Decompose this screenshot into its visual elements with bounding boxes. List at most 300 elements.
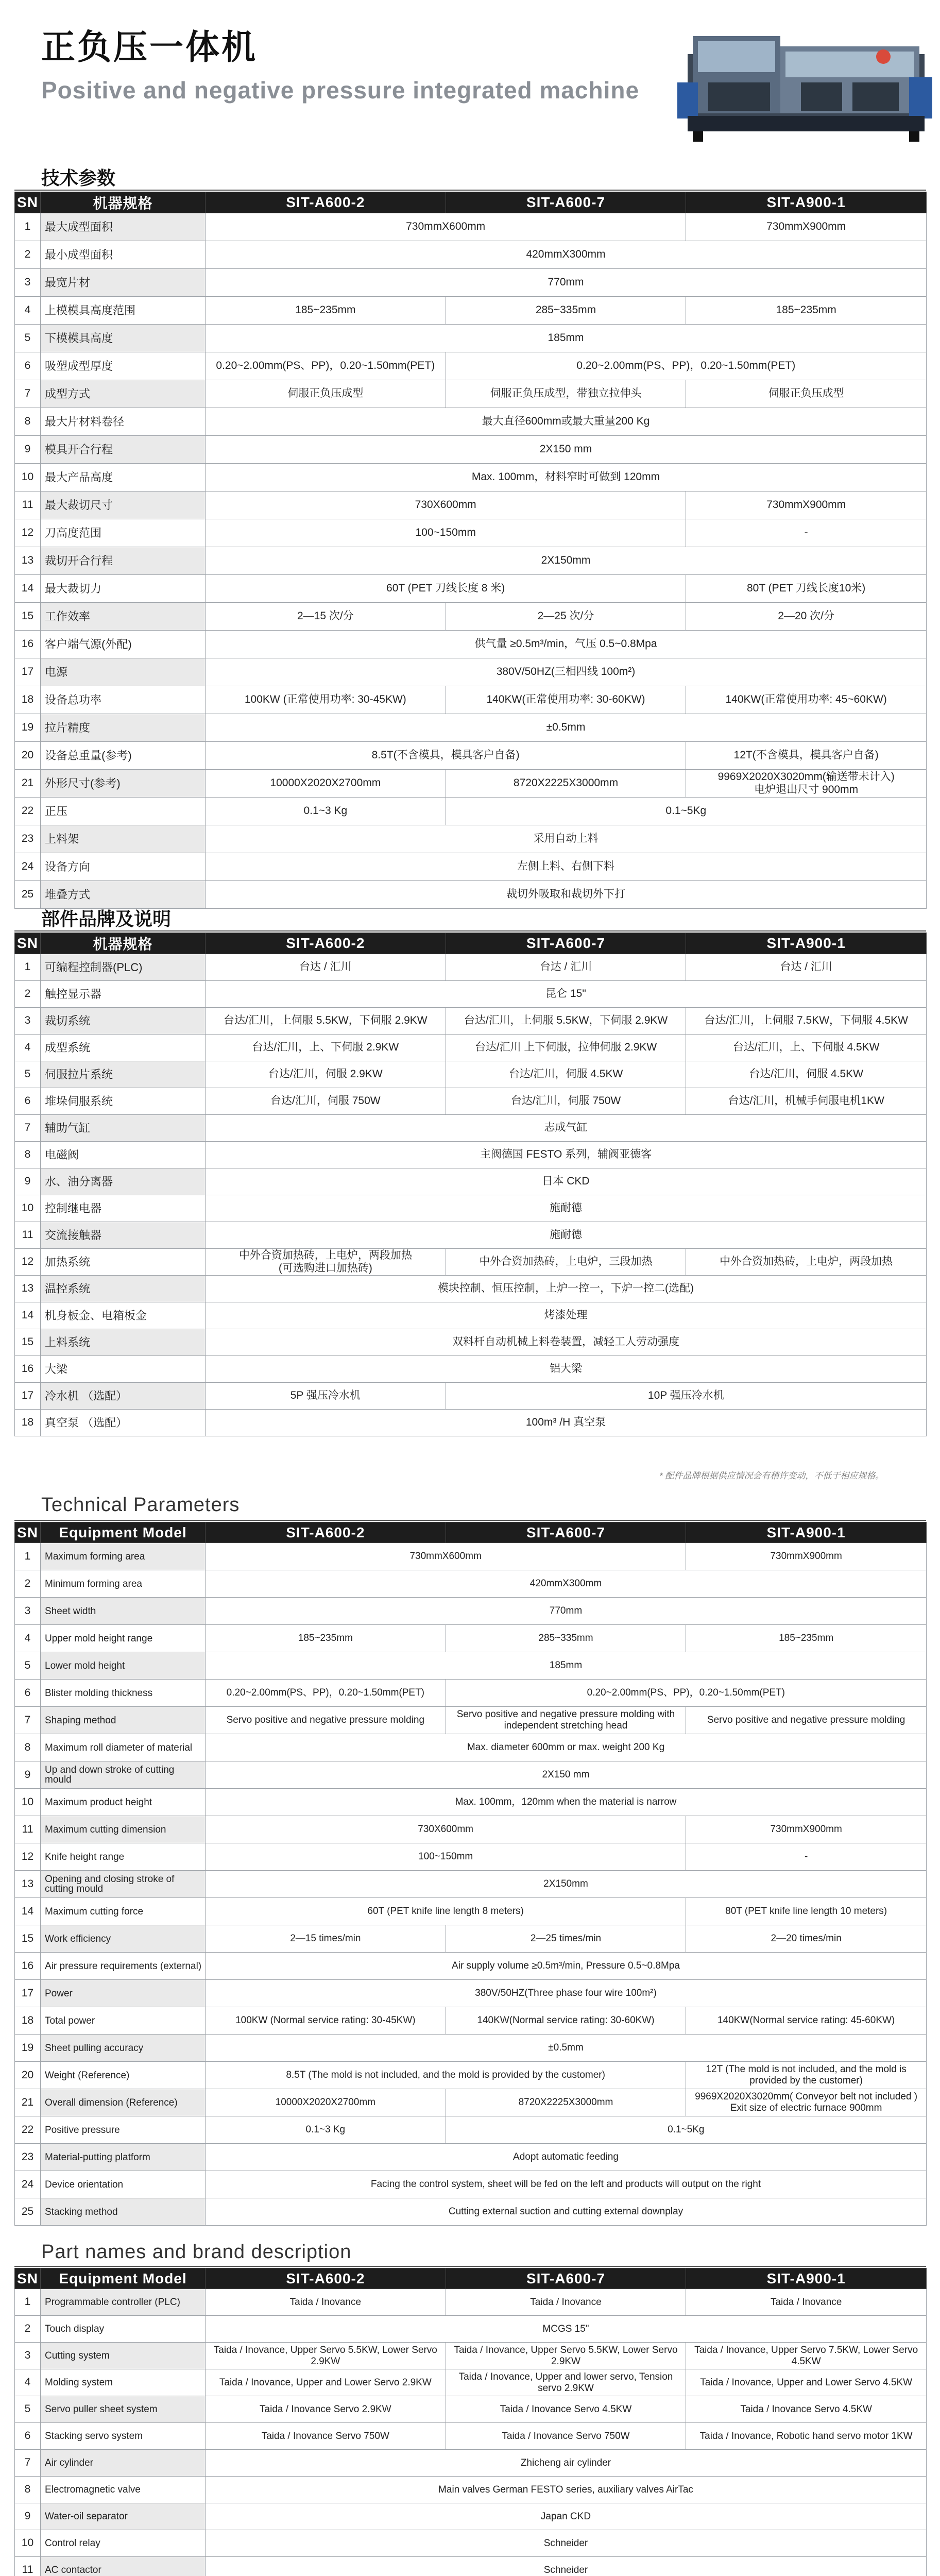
row-label: 电磁阀 bbox=[41, 1142, 206, 1168]
row-number: 16 bbox=[15, 631, 41, 658]
table-row bbox=[15, 519, 927, 547]
spec-value: ±0.5mm bbox=[206, 714, 927, 742]
row-label: Device orientation bbox=[41, 2171, 206, 2198]
row-number: 13 bbox=[15, 547, 41, 575]
spec-value: 台达/汇川，机械手伺服电机1KW bbox=[686, 1088, 927, 1115]
table-row bbox=[15, 2316, 927, 2343]
row-label: Stacking method bbox=[41, 2198, 206, 2226]
table-row bbox=[15, 1543, 927, 1570]
row-number: 17 bbox=[15, 658, 41, 686]
spec-value: 10000X2020X2700mm bbox=[206, 770, 446, 798]
spec-value: 台达/汇川，上、下伺服 4.5KW bbox=[686, 1035, 927, 1061]
spec-value: 双料杆自动机械上料卷装置，减轻工人劳动强度 bbox=[206, 1329, 927, 1356]
column-header: SN bbox=[15, 1522, 41, 1543]
row-label: Electromagnetic valve bbox=[41, 2477, 206, 2503]
spec-value: Schneider bbox=[206, 2530, 927, 2557]
row-label: AC contactor bbox=[41, 2557, 206, 2576]
table-row bbox=[15, 981, 927, 1008]
row-label: 成型系统 bbox=[41, 1035, 206, 1061]
table-row bbox=[15, 1249, 927, 1276]
spec-value: Japan CKD bbox=[206, 2503, 927, 2530]
table-row bbox=[15, 853, 927, 881]
row-label: 裁切开合行程 bbox=[41, 547, 206, 575]
column-header: 机器规格 bbox=[41, 933, 206, 954]
table-parts-cn bbox=[14, 933, 927, 1436]
spec-value: 中外合资加热砖，上电炉，两段加热 (可选购进口加热砖) bbox=[206, 1249, 446, 1276]
column-header: SIT-A900-1 bbox=[686, 192, 927, 213]
row-number: 6 bbox=[15, 352, 41, 380]
spec-value: 8720X2225X3000mm bbox=[446, 2089, 686, 2116]
spec-value: 100m³ /H 真空泵 bbox=[206, 1410, 927, 1436]
row-number: 17 bbox=[15, 1980, 41, 2007]
table-row bbox=[15, 2089, 927, 2116]
row-number: 5 bbox=[15, 1652, 41, 1680]
row-label: 最大产品高度 bbox=[41, 464, 206, 492]
spec-value: 2X150 mm bbox=[206, 436, 927, 464]
spec-value: 台达/汇川，上伺服 5.5KW，下伺服 2.9KW bbox=[446, 1008, 686, 1035]
row-label: Air cylinder bbox=[41, 2450, 206, 2477]
spec-value: 台达/汇川 上下伺服，拉伸伺服 2.9KW bbox=[446, 1035, 686, 1061]
spec-value: 12T(不含模具，模具客户自备) bbox=[686, 742, 927, 770]
spec-value: 10000X2020X2700mm bbox=[206, 2089, 446, 2116]
row-number: 3 bbox=[15, 2343, 41, 2369]
table-row bbox=[15, 297, 927, 325]
row-label: 工作效率 bbox=[41, 603, 206, 631]
spec-value: 185~235mm bbox=[686, 297, 927, 325]
spec-value: 730mmX900mm bbox=[686, 1816, 927, 1843]
row-number: 15 bbox=[15, 1329, 41, 1356]
row-label: Control relay bbox=[41, 2530, 206, 2557]
column-header: SIT-A600-7 bbox=[446, 2268, 686, 2289]
row-number: 19 bbox=[15, 2035, 41, 2062]
table-row bbox=[15, 269, 927, 297]
row-number: 3 bbox=[15, 269, 41, 297]
spec-value: 2—20 times/min bbox=[686, 1925, 927, 1953]
title-english: Positive and negative pressure integrated machine bbox=[41, 77, 640, 104]
spec-value: 140KW(正常使用功率: 30-60KW) bbox=[446, 686, 686, 714]
table-row bbox=[15, 1680, 927, 1707]
table-row bbox=[15, 1925, 927, 1953]
spec-value: 台达/汇川，上、下伺服 2.9KW bbox=[206, 1035, 446, 1061]
row-label: 最大裁切尺寸 bbox=[41, 492, 206, 519]
spec-value: 烤漆处理 bbox=[206, 1302, 927, 1329]
row-number: 9 bbox=[15, 1168, 41, 1195]
row-number: 17 bbox=[15, 1383, 41, 1410]
row-label: 最大片材料卷径 bbox=[41, 408, 206, 436]
table-row bbox=[15, 825, 927, 853]
table-row bbox=[15, 2198, 927, 2226]
spec-value: 裁切外吸取和裁切外下打 bbox=[206, 881, 927, 909]
row-label: Molding system bbox=[41, 2369, 206, 2396]
row-number: 18 bbox=[15, 1410, 41, 1436]
row-number: 21 bbox=[15, 770, 41, 798]
spec-value: 志成气缸 bbox=[206, 1115, 927, 1142]
table-row bbox=[15, 241, 927, 269]
row-number: 7 bbox=[15, 2450, 41, 2477]
spec-value: 60T (PET 刀线长度 8 米) bbox=[206, 575, 686, 603]
spec-value: Max. diameter 600mm or max. weight 200 Kg bbox=[206, 1734, 927, 1761]
spec-value: Schneider bbox=[206, 2557, 927, 2576]
table-row bbox=[15, 742, 927, 770]
row-number: 23 bbox=[15, 825, 41, 853]
row-number: 5 bbox=[15, 2396, 41, 2423]
row-label: 吸塑成型厚度 bbox=[41, 352, 206, 380]
table-row bbox=[15, 1276, 927, 1302]
table-row bbox=[15, 2289, 927, 2316]
spec-value: 770mm bbox=[206, 269, 927, 297]
table-row bbox=[15, 770, 927, 798]
table-row bbox=[15, 1761, 927, 1789]
row-number: 16 bbox=[15, 1356, 41, 1383]
row-number: 9 bbox=[15, 2503, 41, 2530]
row-label: Upper mold height range bbox=[41, 1625, 206, 1652]
table-row bbox=[15, 2007, 927, 2035]
row-label: Sheet width bbox=[41, 1598, 206, 1625]
table-row bbox=[15, 1652, 927, 1680]
row-label: Maximum forming area bbox=[41, 1543, 206, 1570]
spec-value: 台达/汇川，伺服 4.5KW bbox=[686, 1061, 927, 1088]
spec-value: 730mmX600mm bbox=[206, 213, 686, 241]
row-label: 温控系统 bbox=[41, 1276, 206, 1302]
table-row bbox=[15, 603, 927, 631]
table-tech-params-cn bbox=[14, 192, 927, 909]
row-label: Total power bbox=[41, 2007, 206, 2035]
row-label: Water-oil separator bbox=[41, 2503, 206, 2530]
row-label: 堆叠方式 bbox=[41, 881, 206, 909]
spec-value: 185~235mm bbox=[206, 1625, 446, 1652]
table-row bbox=[15, 1008, 927, 1035]
spec-value: Taida / Inovance, Upper Servo 5.5KW, Lower Servo 2.9KW bbox=[206, 2343, 446, 2369]
row-number: 9 bbox=[15, 436, 41, 464]
table-row bbox=[15, 1980, 927, 2007]
heading-parts-cn: 部件品牌及说明 bbox=[41, 908, 172, 929]
spec-value: Servo positive and negative pressure molding bbox=[686, 1707, 927, 1734]
row-number: 25 bbox=[15, 2198, 41, 2226]
spec-value: Cutting external suction and cutting external downplay bbox=[206, 2198, 927, 2226]
spec-value: 100~150mm bbox=[206, 1843, 686, 1871]
divider bbox=[14, 2266, 926, 2267]
row-label: Positive pressure bbox=[41, 2116, 206, 2144]
table-row bbox=[15, 954, 927, 981]
divider bbox=[14, 190, 926, 191]
table-row bbox=[15, 2557, 927, 2576]
row-label: Overall dimension (Reference) bbox=[41, 2089, 206, 2116]
table-row bbox=[15, 1088, 927, 1115]
divider bbox=[14, 930, 926, 931]
row-label: 可编程控制器(PLC) bbox=[41, 954, 206, 981]
row-number: 22 bbox=[15, 798, 41, 825]
spec-value: 730X600mm bbox=[206, 492, 686, 519]
spec-value: Taida / Inovance Servo 4.5KW bbox=[446, 2396, 686, 2423]
table-row bbox=[15, 1302, 927, 1329]
spec-value: 最大直径600mm或最大重量200 Kg bbox=[206, 408, 927, 436]
row-number: 16 bbox=[15, 1953, 41, 1980]
row-number: 5 bbox=[15, 325, 41, 352]
spec-value: 380V/50HZ(Three phase four wire 100m²) bbox=[206, 1980, 927, 2007]
spec-value: 0.20~2.00mm(PS、PP)，0.20~1.50mm(PET) bbox=[446, 1680, 926, 1707]
row-number: 8 bbox=[15, 2477, 41, 2503]
spec-value: 730mmX900mm bbox=[686, 492, 927, 519]
row-number: 1 bbox=[15, 213, 41, 241]
row-label: 水、油分离器 bbox=[41, 1168, 206, 1195]
row-number: 4 bbox=[15, 2369, 41, 2396]
row-number: 9 bbox=[15, 1761, 41, 1789]
spec-value: 8.5T(不含模具，模具客户自备) bbox=[206, 742, 686, 770]
row-number: 1 bbox=[15, 1543, 41, 1570]
spec-value: 伺服正负压成型 bbox=[686, 380, 927, 408]
table-row bbox=[15, 1598, 927, 1625]
row-label: Power bbox=[41, 1980, 206, 2007]
spec-value: 285~335mm bbox=[446, 1625, 686, 1652]
table-row bbox=[15, 631, 927, 658]
page-header bbox=[0, 0, 940, 155]
row-label: 最大成型面积 bbox=[41, 213, 206, 241]
row-label: 最小成型面积 bbox=[41, 241, 206, 269]
divider bbox=[14, 1520, 926, 1521]
row-label: 堆垛伺服系统 bbox=[41, 1088, 206, 1115]
row-number: 10 bbox=[15, 1195, 41, 1222]
spec-value: - bbox=[686, 1843, 927, 1871]
table-row bbox=[15, 2171, 927, 2198]
spec-value: 100KW (正常使用功率: 30-45KW) bbox=[206, 686, 446, 714]
row-label: Stacking servo system bbox=[41, 2423, 206, 2450]
spec-value: Taida / Inovance, Upper Servo 5.5KW, Lower Servo 2.9KW bbox=[446, 2343, 686, 2369]
column-header: Equipment Model bbox=[41, 1522, 206, 1543]
spec-value: 9969X2020X3020mm( Conveyor belt not included ) Exit size of electric furnace 900mm bbox=[686, 2089, 927, 2116]
table-row bbox=[15, 1707, 927, 1734]
spec-value: 采用自动上料 bbox=[206, 825, 927, 853]
column-header: Equipment Model bbox=[41, 2268, 206, 2289]
column-header: SIT-A600-2 bbox=[206, 192, 446, 213]
spec-value: 昆仑 15" bbox=[206, 981, 927, 1008]
spec-value: Max. 100mm，材料窄时可做到 120mm bbox=[206, 464, 927, 492]
row-number: 2 bbox=[15, 241, 41, 269]
column-header: SIT-A600-7 bbox=[446, 192, 686, 213]
spec-value: 0.1~3 Kg bbox=[206, 2116, 446, 2144]
spec-value: Max. 100mm，120mm when the material is narrow bbox=[206, 1789, 927, 1816]
spec-value: Taida / Inovance Servo 750W bbox=[446, 2423, 686, 2450]
spec-value: 140KW(Normal service rating: 45-60KW) bbox=[686, 2007, 927, 2035]
column-header: SIT-A600-2 bbox=[206, 933, 446, 954]
row-number: 24 bbox=[15, 853, 41, 881]
row-label: 客户端气源(外配) bbox=[41, 631, 206, 658]
table-row bbox=[15, 2343, 927, 2369]
spec-value: 9969X2020X3020mm(输送带未计入) 电炉退出尺寸 900mm bbox=[686, 770, 927, 798]
table-row bbox=[15, 213, 927, 241]
row-number: 14 bbox=[15, 1898, 41, 1925]
spec-value: 140KW(Normal service rating: 30-60KW) bbox=[446, 2007, 686, 2035]
row-label: Blister molding thickness bbox=[41, 1680, 206, 1707]
row-number: 2 bbox=[15, 981, 41, 1008]
row-label: Lower mold height bbox=[41, 1652, 206, 1680]
spec-value: 模块控制、恒压控制，上炉一控一，下炉一控二(选配) bbox=[206, 1276, 927, 1302]
column-header: SIT-A600-7 bbox=[446, 933, 686, 954]
row-label: 正压 bbox=[41, 798, 206, 825]
table-row bbox=[15, 1061, 927, 1088]
row-label: Programmable controller (PLC) bbox=[41, 2289, 206, 2316]
row-label: Maximum roll diameter of material bbox=[41, 1734, 206, 1761]
table-row bbox=[15, 575, 927, 603]
spec-value: Taida / Inovance, Robotic hand servo motor 1KW bbox=[686, 2423, 927, 2450]
table-row bbox=[15, 492, 927, 519]
spec-value: 0.1~5Kg bbox=[446, 798, 926, 825]
spec-value: 0.20~2.00mm(PS、PP)，0.20~1.50mm(PET) bbox=[446, 352, 926, 380]
spec-value: 2—20 次/分 bbox=[686, 603, 927, 631]
heading-tech-en: Technical Parameters bbox=[41, 1494, 240, 1516]
row-number: 4 bbox=[15, 297, 41, 325]
spec-value: 2—25 times/min bbox=[446, 1925, 686, 1953]
spec-value: - bbox=[686, 519, 927, 547]
table-row bbox=[15, 1625, 927, 1652]
spec-value: Taida / Inovance, Upper Servo 7.5KW, Lower Servo 4.5KW bbox=[686, 2343, 927, 2369]
row-number: 5 bbox=[15, 1061, 41, 1088]
row-label: 成型方式 bbox=[41, 380, 206, 408]
spec-value: 285~335mm bbox=[446, 297, 686, 325]
table-row bbox=[15, 1871, 927, 1898]
row-number: 19 bbox=[15, 714, 41, 742]
spec-value: Taida / Inovance Servo 750W bbox=[206, 2423, 446, 2450]
row-label: 模具开合行程 bbox=[41, 436, 206, 464]
row-label: Maximum cutting dimension bbox=[41, 1816, 206, 1843]
table-row bbox=[15, 2062, 927, 2089]
spec-value: Taida / Inovance bbox=[206, 2289, 446, 2316]
spec-value: 主阀德国 FESTO 系列，辅阀亚德客 bbox=[206, 1142, 927, 1168]
spec-value: 供气量 ≥0.5m³/min，气压 0.5~0.8Mpa bbox=[206, 631, 927, 658]
table-row bbox=[15, 2423, 927, 2450]
spec-value: 2—15 times/min bbox=[206, 1925, 446, 1953]
table-row bbox=[15, 1898, 927, 1925]
spec-value: Taida / Inovance, Upper and Lower Servo 2.9KW bbox=[206, 2369, 446, 2396]
spec-value: 185mm bbox=[206, 325, 927, 352]
table-row bbox=[15, 1843, 927, 1871]
heading-parts-en: Part names and brand description bbox=[41, 2241, 352, 2263]
row-label: Knife height range bbox=[41, 1843, 206, 1871]
spec-value: 5P 强压冷水机 bbox=[206, 1383, 446, 1410]
spec-value: 140KW(正常使用功率: 45~60KW) bbox=[686, 686, 927, 714]
row-label: Servo puller sheet system bbox=[41, 2396, 206, 2423]
row-label: 刀高度范围 bbox=[41, 519, 206, 547]
machine-illustration bbox=[677, 26, 935, 144]
title-chinese: 正负压一体机 bbox=[41, 28, 258, 66]
row-number: 13 bbox=[15, 1276, 41, 1302]
row-number: 1 bbox=[15, 954, 41, 981]
row-label: Minimum forming area bbox=[41, 1570, 206, 1598]
row-label: 机身板金、电箱板金 bbox=[41, 1302, 206, 1329]
spec-value: 380V/50HZ(三相四线 100m²) bbox=[206, 658, 927, 686]
row-number: 12 bbox=[15, 1249, 41, 1276]
heading-tech-cn: 技术参数 bbox=[41, 167, 116, 189]
spec-value: 0.20~2.00mm(PS、PP)，0.20~1.50mm(PET) bbox=[206, 352, 446, 380]
spec-value: 台达/汇川，上伺服 5.5KW，下伺服 2.9KW bbox=[206, 1008, 446, 1035]
row-label: Touch display bbox=[41, 2316, 206, 2343]
spec-value: 台达 / 汇川 bbox=[686, 954, 927, 981]
spec-value: 中外合资加热砖，上电炉，三段加热 bbox=[446, 1249, 686, 1276]
spec-value: 8720X2225X3000mm bbox=[446, 770, 686, 798]
row-number: 15 bbox=[15, 1925, 41, 1953]
row-label: 裁切系统 bbox=[41, 1008, 206, 1035]
spec-value: 伺服正负压成型 bbox=[206, 380, 446, 408]
table-row bbox=[15, 2116, 927, 2144]
row-number: 21 bbox=[15, 2089, 41, 2116]
row-number: 11 bbox=[15, 492, 41, 519]
table-row bbox=[15, 1410, 927, 1436]
table-row bbox=[15, 2144, 927, 2171]
spec-value: 80T (PET 刀线长度10米) bbox=[686, 575, 927, 603]
table-row bbox=[15, 2450, 927, 2477]
table-row bbox=[15, 1329, 927, 1356]
column-header: SIT-A600-2 bbox=[206, 2268, 446, 2289]
table-row bbox=[15, 1734, 927, 1761]
row-number: 18 bbox=[15, 686, 41, 714]
column-header: SIT-A900-1 bbox=[686, 2268, 927, 2289]
spec-value: Taida / Inovance bbox=[446, 2289, 686, 2316]
table-row bbox=[15, 1195, 927, 1222]
row-label: 上模模具高度范围 bbox=[41, 297, 206, 325]
row-number: 7 bbox=[15, 380, 41, 408]
spec-value: 台达 / 汇川 bbox=[446, 954, 686, 981]
spec-value: 0.1~3 Kg bbox=[206, 798, 446, 825]
table-row bbox=[15, 1356, 927, 1383]
table-row bbox=[15, 2477, 927, 2503]
spec-value: 0.1~5Kg bbox=[446, 2116, 926, 2144]
spec-value: Taida / Inovance bbox=[686, 2289, 927, 2316]
row-number: 10 bbox=[15, 2530, 41, 2557]
row-label: 加热系统 bbox=[41, 1249, 206, 1276]
spec-value: 100KW (Normal service rating: 30-45KW) bbox=[206, 2007, 446, 2035]
spec-value: Facing the control system, sheet will be fed on the left and products will output on the right bbox=[206, 2171, 927, 2198]
table-row bbox=[15, 380, 927, 408]
row-number: 4 bbox=[15, 1625, 41, 1652]
column-header: SIT-A900-1 bbox=[686, 1522, 927, 1543]
row-number: 20 bbox=[15, 742, 41, 770]
spec-value: 台达 / 汇川 bbox=[206, 954, 446, 981]
spec-value: 伺服正负压成型，带独立拉伸头 bbox=[446, 380, 686, 408]
spec-value: 左侧上料、右侧下料 bbox=[206, 853, 927, 881]
row-label: 大梁 bbox=[41, 1356, 206, 1383]
row-number: 7 bbox=[15, 1115, 41, 1142]
spec-value: Taida / Inovance Servo 4.5KW bbox=[686, 2396, 927, 2423]
spec-value: 100~150mm bbox=[206, 519, 686, 547]
table-row bbox=[15, 464, 927, 492]
row-number: 7 bbox=[15, 1707, 41, 1734]
row-label: 设备总重量(参考) bbox=[41, 742, 206, 770]
table-tech-params-en bbox=[14, 1522, 927, 2226]
row-number: 20 bbox=[15, 2062, 41, 2089]
spec-value: MCGS 15" bbox=[206, 2316, 927, 2343]
row-label: Work efficiency bbox=[41, 1925, 206, 1953]
row-label: 设备总功率 bbox=[41, 686, 206, 714]
spec-value: 2—15 次/分 bbox=[206, 603, 446, 631]
row-label: 最宽片材 bbox=[41, 269, 206, 297]
column-header: SN bbox=[15, 933, 41, 954]
row-number: 6 bbox=[15, 1088, 41, 1115]
row-number: 3 bbox=[15, 1598, 41, 1625]
row-number: 12 bbox=[15, 1843, 41, 1871]
row-number: 14 bbox=[15, 1302, 41, 1329]
table-row bbox=[15, 1570, 927, 1598]
spec-value: 2X150mm bbox=[206, 1871, 927, 1898]
table-row bbox=[15, 1953, 927, 1980]
table-row bbox=[15, 436, 927, 464]
table-row bbox=[15, 714, 927, 742]
row-label: 上料系统 bbox=[41, 1329, 206, 1356]
row-label: Up and down stroke of cutting mould bbox=[41, 1761, 206, 1789]
row-label: 交流接触器 bbox=[41, 1222, 206, 1249]
row-label: 控制继电器 bbox=[41, 1195, 206, 1222]
row-number: 22 bbox=[15, 2116, 41, 2144]
row-label: Weight (Reference) bbox=[41, 2062, 206, 2089]
table-row bbox=[15, 2503, 927, 2530]
